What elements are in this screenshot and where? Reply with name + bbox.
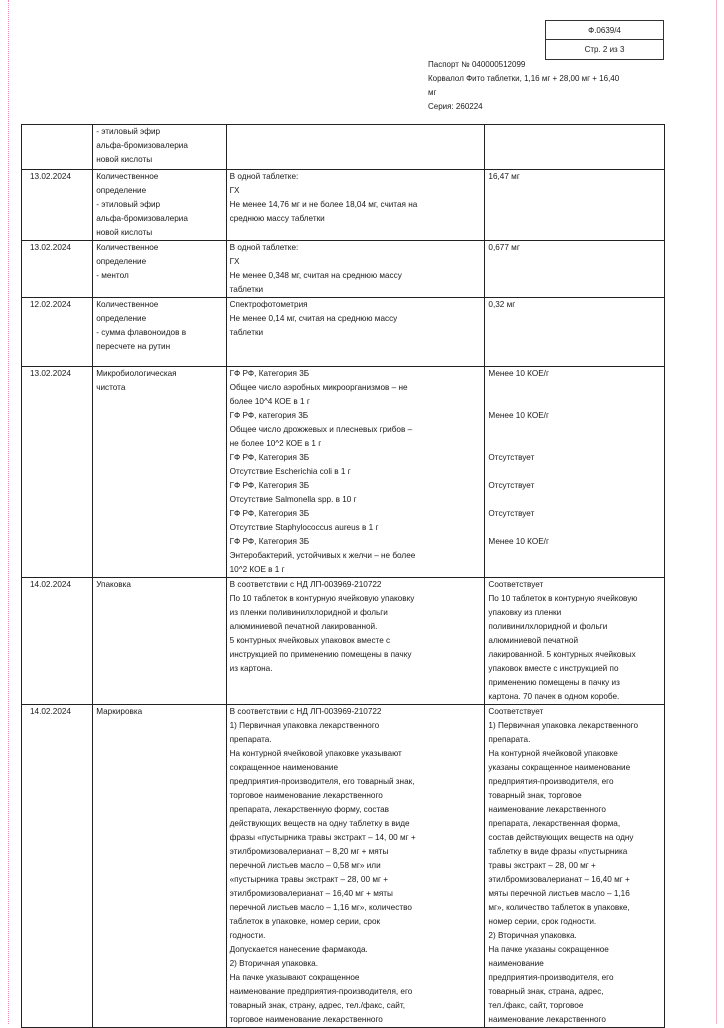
date-cell bbox=[22, 578, 93, 705]
passport-number: Паспорт № 040000512099 bbox=[428, 60, 526, 69]
test-date: 14.02.2024 bbox=[30, 580, 71, 589]
date-cell bbox=[22, 125, 93, 170]
requirement-line: Общее число дрожжевых и плесневых грибов – bbox=[229, 425, 413, 434]
test-date: 12.02.2024 bbox=[30, 300, 71, 309]
requirement-line: действующих веществ на одну таблетку в виде bbox=[229, 819, 410, 828]
result-line bbox=[488, 423, 661, 437]
result-cell bbox=[485, 298, 665, 367]
result-cell bbox=[485, 705, 665, 1028]
product-name-line2: мг bbox=[428, 88, 437, 97]
result-line: По 10 таблеток в контурную ячейковую bbox=[488, 594, 638, 603]
test-name-line: Маркировка bbox=[96, 707, 143, 716]
margin-line-right bbox=[716, 0, 717, 1024]
table-row bbox=[22, 578, 665, 705]
test-name-line: альфа-бромизовалериа bbox=[96, 141, 188, 150]
result-line: наименование bbox=[488, 959, 544, 968]
test-name-line: - этиловый эфир bbox=[96, 200, 161, 209]
requirement-cell bbox=[226, 367, 485, 578]
result-line: Отсутствует bbox=[488, 509, 535, 518]
result-line: наименование лекарственного bbox=[488, 805, 606, 814]
requirement-line: ГХ bbox=[229, 257, 240, 266]
requirement-line: алюминиевой печатной лакированной. bbox=[229, 622, 378, 631]
test-name-cell bbox=[93, 367, 226, 578]
test-name-line: - сумма флавоноидов в bbox=[96, 328, 187, 337]
requirement-line: Допускается нанесение фармакода. bbox=[229, 945, 368, 954]
requirement-cell bbox=[226, 298, 485, 367]
result-line: 16,47 мг bbox=[488, 172, 520, 181]
result-line: предприятия-производителя, его bbox=[488, 973, 614, 982]
result-line: упаковку из пленки bbox=[488, 608, 562, 617]
test-name-cell bbox=[93, 241, 226, 298]
table-row bbox=[22, 170, 665, 241]
requirement-cell bbox=[226, 125, 485, 170]
form-code-box bbox=[545, 20, 664, 60]
requirement-line: В соответствии с НД ЛП-003969-210722 bbox=[229, 707, 382, 716]
date-cell bbox=[22, 367, 93, 578]
requirement-line: препарата. bbox=[229, 735, 272, 744]
requirement-line: Энтеробактерий, устойчивых к желчи – не более bbox=[229, 551, 416, 560]
date-cell bbox=[22, 170, 93, 241]
date-cell bbox=[22, 298, 93, 367]
test-date bbox=[30, 125, 89, 139]
result-line: Отсутствует bbox=[488, 453, 535, 462]
requirement-line: этилбромизовалерианат – 8,20 мг + мяты bbox=[229, 847, 389, 856]
requirement-line: Отсутствие Staphylococcus aureus в 1 г bbox=[229, 523, 379, 532]
requirement-line: В соответствии с НД ЛП-003969-210722 bbox=[229, 580, 382, 589]
requirement-cell bbox=[226, 578, 485, 705]
result-line: этилбромизовалерианат – 16,40 мг + bbox=[488, 875, 630, 884]
requirement-cell bbox=[226, 705, 485, 1028]
test-name-line: Количественное bbox=[96, 172, 159, 181]
requirement-line: В одной таблетке: bbox=[229, 243, 299, 252]
test-name-line: Микробиологическая bbox=[96, 369, 177, 378]
result-line: упаковок вместе с инструкцией по bbox=[488, 664, 619, 673]
table-row bbox=[22, 367, 665, 578]
result-line: мяты перечной листьев масло – 1,16 bbox=[488, 889, 630, 898]
result-line bbox=[488, 521, 661, 535]
result-line: применению помещены в пачку из bbox=[488, 678, 620, 687]
result-line: поливинилхлоридной и фольги bbox=[488, 622, 608, 631]
result-line: мг», количество таблеток в упаковке, bbox=[488, 903, 630, 912]
result-line: тел./факс, сайт, торговое bbox=[488, 1001, 584, 1010]
requirement-line: Отсутствие Salmonella spp. в 10 г bbox=[229, 495, 357, 504]
requirement-cell bbox=[226, 170, 485, 241]
requirement-line: предприятия-производителя, его товарный знак, bbox=[229, 777, 415, 786]
requirement-line: В одной таблетке: bbox=[229, 172, 299, 181]
requirement-line: годности. bbox=[229, 931, 266, 940]
requirement-line: таблеток в упаковке, номер серии, срок bbox=[229, 917, 381, 926]
result-line: препарата. bbox=[488, 735, 531, 744]
result-line: товарный знак, торговое bbox=[488, 791, 582, 800]
series-number: Серия: 260224 bbox=[428, 102, 483, 111]
requirement-line: ГФ РФ, категория 3Б bbox=[229, 411, 309, 420]
requirement-line: наименование предприятия-производителя, его bbox=[229, 987, 413, 996]
requirement-line: Спектрофотометрия bbox=[229, 300, 308, 309]
test-name-cell bbox=[93, 578, 226, 705]
test-name-cell bbox=[93, 705, 226, 1028]
requirement-line: Общее число аэробных микроорганизмов – не bbox=[229, 383, 408, 392]
result-line: Отсутствует bbox=[488, 481, 535, 490]
test-name-line: Количественное bbox=[96, 300, 159, 309]
result-cell bbox=[485, 241, 665, 298]
requirement-line: ГФ РФ, Категория 3Б bbox=[229, 537, 310, 546]
result-cell bbox=[485, 125, 665, 170]
result-line: На пачке указаны сокращенное bbox=[488, 945, 609, 954]
result-line: Соответствует bbox=[488, 707, 544, 716]
requirement-line: фразы «пустырника травы экстракт – 14, 00 мг + bbox=[229, 833, 416, 842]
requirement-line: «пустырника травы экстракт – 28, 00 мг + bbox=[229, 875, 388, 884]
requirement-line: препарата, лекарственную форму, состав bbox=[229, 805, 390, 814]
test-date: 14.02.2024 bbox=[30, 707, 71, 716]
requirement-line bbox=[230, 125, 482, 139]
requirement-line: из картона. bbox=[229, 664, 273, 673]
requirement-line: 5 контурных ячейковых упаковок вместе с bbox=[229, 636, 391, 645]
requirement-line: торговое наименование лекарственного bbox=[229, 1015, 383, 1024]
result-line: Менее 10 КОЕ/г bbox=[488, 537, 549, 546]
test-name-line: определение bbox=[96, 314, 147, 323]
requirement-line: торговое наименование лекарственного bbox=[229, 791, 383, 800]
document-header bbox=[428, 58, 668, 114]
result-line: Менее 10 КОЕ/г bbox=[488, 369, 549, 378]
result-line bbox=[488, 381, 661, 395]
result-line: травы экстракт – 28, 00 мг + bbox=[488, 861, 596, 870]
requirement-line: из пленки поливинилхлоридной и фольги bbox=[229, 608, 388, 617]
requirement-line: Не менее 0,14 мг, считая на среднюю массу bbox=[229, 314, 398, 323]
result-line: указаны сокращенное наименование bbox=[488, 763, 631, 772]
requirement-line: На контурной ячейковой упаковке указывают bbox=[229, 749, 402, 758]
result-line: состав действующих веществ на одну bbox=[488, 833, 634, 842]
requirement-cell bbox=[226, 241, 485, 298]
test-name-cell bbox=[93, 298, 226, 367]
result-line: 0,32 мг bbox=[488, 300, 516, 309]
test-name-line: новой кислоты bbox=[96, 155, 153, 164]
requirement-line: 2) Вторичная упаковка. bbox=[229, 959, 319, 968]
test-name-line: Упаковка bbox=[96, 580, 131, 589]
requirement-line: среднюю массу таблетки bbox=[229, 214, 325, 223]
result-cell bbox=[485, 578, 665, 705]
date-cell bbox=[22, 241, 93, 298]
test-name-line: альфа-бромизовалериа bbox=[96, 214, 188, 223]
test-name-line: определение bbox=[96, 186, 147, 195]
requirement-line: ГФ РФ, Категория 3Б bbox=[229, 369, 310, 378]
result-line: товарный знак, страна, адрес, bbox=[488, 987, 604, 996]
result-line bbox=[488, 465, 661, 479]
result-line: 0,677 мг bbox=[488, 243, 520, 252]
result-line: На контурной ячейковой упаковке bbox=[488, 749, 618, 758]
result-line: 2) Вторичная упаковка. bbox=[488, 931, 577, 940]
result-line: картона. 70 пачек в одном коробе. bbox=[488, 692, 620, 701]
table-row bbox=[22, 125, 665, 170]
test-name-line: новой кислоты bbox=[96, 228, 153, 237]
requirement-line: По 10 таблеток в контурную ячейковую упаковку bbox=[229, 594, 415, 603]
requirement-line: Отсутствие Escherichia coli в 1 г bbox=[229, 467, 351, 476]
requirement-line: 1) Первичная упаковка лекарственного bbox=[229, 721, 380, 730]
requirement-line: сокращенное наименование bbox=[229, 763, 339, 772]
test-name-line: определение bbox=[96, 257, 147, 266]
requirement-line: таблетки bbox=[229, 328, 264, 337]
test-date: 13.02.2024 bbox=[30, 172, 71, 181]
requirement-line: На пачке указывают сокращенное bbox=[229, 973, 360, 982]
requirement-line: ГФ РФ, Категория 3Б bbox=[229, 509, 310, 518]
result-cell bbox=[485, 367, 665, 578]
result-line: лакированной. 5 контурных ячейковых bbox=[488, 650, 636, 659]
result-line: предприятия-производителя, его bbox=[488, 777, 614, 786]
requirement-line: перечной листьев масло – 0,58 мг» или bbox=[229, 861, 381, 870]
requirement-line: не более 10^2 КОЕ в 1 г bbox=[229, 439, 322, 448]
result-line: препарата, лекарственная форма, bbox=[488, 819, 621, 828]
test-name-line: - ментол bbox=[96, 271, 129, 280]
requirement-line: ГХ bbox=[229, 186, 240, 195]
product-name-line1: Корвалол Фито таблетки, 1,16 мг + 28,00 мг + 16,40 bbox=[428, 74, 620, 83]
date-cell bbox=[22, 705, 93, 1028]
result-line: Менее 10 КОЕ/г bbox=[488, 411, 549, 420]
requirement-line: ГФ РФ, Категория 3Б bbox=[229, 453, 310, 462]
requirement-line: 10^2 КОЕ в 1 г bbox=[229, 565, 285, 574]
requirement-line: инструкцией по применению помещены в пачку bbox=[229, 650, 412, 659]
test-name-line: Количественное bbox=[96, 243, 159, 252]
test-date: 13.02.2024 bbox=[30, 243, 71, 252]
margin-line-left bbox=[8, 0, 9, 1024]
page-number: Стр. 2 из 3 bbox=[584, 45, 625, 54]
requirement-line: ГФ РФ, Категория 3Б bbox=[229, 481, 310, 490]
table-row bbox=[22, 298, 665, 367]
test-name-line: - этиловый эфир bbox=[96, 127, 161, 136]
result-line: Соответствует bbox=[488, 580, 544, 589]
test-date: 13.02.2024 bbox=[30, 369, 71, 378]
result-line: номер серии, срок годности. bbox=[488, 917, 597, 926]
requirement-line: товарный знак, страну, адрес, тел./факс, сайт, bbox=[229, 1001, 406, 1010]
table-row bbox=[22, 705, 665, 1028]
test-name-line: чистота bbox=[96, 383, 126, 392]
requirement-line: Не менее 14,76 мг и не более 18,04 мг, считая на bbox=[229, 200, 418, 209]
result-line: таблетку в виде фразы «пустырника bbox=[488, 847, 628, 856]
test-name-line: пересчете на рутин bbox=[96, 342, 171, 351]
requirement-line: таблетки bbox=[229, 285, 264, 294]
table-row bbox=[22, 241, 665, 298]
result-line: алюминиевой печатной bbox=[488, 636, 579, 645]
result-line bbox=[488, 437, 661, 451]
requirement-line: перечной листьев масло – 1,16 мг», количество bbox=[229, 903, 412, 912]
result-cell bbox=[485, 170, 665, 241]
requirement-line: более 10^4 КОЕ в 1 г bbox=[229, 397, 310, 406]
requirement-line: Не менее 0,348 мг, считая на среднюю массу bbox=[229, 271, 402, 280]
form-code: Ф.0639/4 bbox=[546, 21, 663, 40]
result-line bbox=[488, 493, 661, 507]
result-line: наименование лекарственного bbox=[488, 1015, 606, 1024]
test-name-cell bbox=[93, 125, 226, 170]
result-line: 1) Первичная упаковка лекарственного bbox=[488, 721, 638, 730]
result-line bbox=[488, 125, 661, 139]
result-line bbox=[488, 395, 661, 409]
test-name-cell bbox=[93, 170, 226, 241]
requirement-line: этилбромизовалерианат – 16,40 мг + мяты bbox=[229, 889, 393, 898]
analysis-results-table bbox=[21, 124, 665, 1028]
